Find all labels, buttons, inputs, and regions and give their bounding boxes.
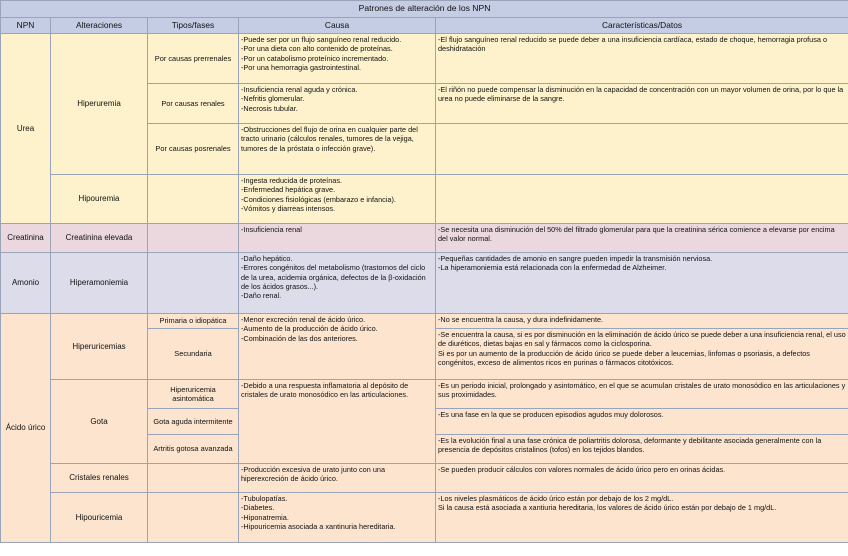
causa-line: -Insuficiencia renal aguda y crónica. — [241, 85, 358, 94]
causa-line: -Daño hepático. — [241, 254, 293, 263]
caract-line: -Es un periodo inicial, prolongado y asintomático, en el que se acumulan cristales de urato monosódico en las articulaciones y sus proximidades. — [438, 381, 848, 400]
causa-line: -Nefritis glomerular. — [241, 94, 305, 104]
alt-hiperuricemias: Hiperuricemias — [51, 314, 148, 380]
alt-hiperuremia: Hiperuremia — [51, 34, 148, 175]
causa-hipouricemia — [239, 493, 436, 543]
alt-hipouremia: Hipouremia — [51, 175, 148, 224]
causa-line: -Ingesta reducida de proteínas. — [241, 176, 343, 185]
causa-line: -Por una dieta con alto contenido de proteínas. — [241, 44, 393, 54]
table-row — [1, 380, 848, 409]
header-alteraciones: Alteraciones — [51, 18, 148, 34]
causa-line: -Aumento de la producción de ácido úrico. — [241, 324, 378, 334]
table-row — [1, 224, 848, 253]
caract-line: -Es una fase en la que se producen episodios agudos muy dolorosos. — [438, 410, 664, 419]
causa-line: -Condiciones fisiológicas (embarazo e infancia). — [241, 194, 396, 204]
caract-line: Si la causa está asociada a xantiuria hereditaria, los valores de ácido úrico están por debajo de 1 mg/dL. — [438, 503, 777, 513]
causa-prerrenal — [239, 34, 436, 84]
type-amonio — [148, 253, 239, 314]
table-row — [1, 253, 848, 314]
type-prerrenal: Por causas prerrenales — [148, 34, 239, 84]
causa-line: -Por un catabolismo proteínico incrementado. — [241, 53, 389, 63]
type-posrenal: Por causas posrenales — [148, 124, 239, 175]
causa-line: -Combinación de las dos anteriores. — [241, 333, 358, 343]
table-title: Patrones de alteración de los NPN — [1, 1, 848, 18]
caract-line: -Pequeñas cantidades de amonio en sangre pueden impedir la transmisión nerviosa. — [438, 254, 713, 263]
type-cristales — [148, 464, 239, 493]
causa-line: -Daño renal. — [241, 291, 282, 301]
type-avanzada: Artritis gotosa avanzada — [148, 435, 239, 464]
causa-line: -Tubulopatías. — [241, 494, 288, 503]
caract-line: -Es la evolución final a una fase crónica de poliartritis dolorosa, deformante y debilitante asociada generalmente con la presencia de depósitos cristalinos (tofos) en los tejidos blandos. — [438, 436, 824, 455]
table-row — [1, 464, 848, 493]
causa-line: -Debido a una respuesta inflamatoria al depósito de cristales de urato monosódico en las articulaciones. — [241, 381, 411, 400]
caract-primaria — [436, 314, 848, 329]
caract-creatinina — [436, 224, 848, 253]
causa-posrenal — [239, 124, 436, 175]
table-row — [1, 493, 848, 543]
npn-acido-urico: Ácido úrico — [1, 314, 51, 543]
causa-creatinina — [239, 224, 436, 253]
causa-line: -Errores congénitos del metabolismo (trastornos del ciclo de la urea, acidemia orgánica, defectos de la β-oxidación de los ácidos grasos...). — [241, 263, 428, 291]
caract-line: -La hiperamoniemia está relacionada con la enfermedad de Alzheimer. — [438, 263, 667, 273]
type-primaria: Primaria o idiopática — [148, 314, 239, 329]
caract-asintomatica — [436, 380, 848, 409]
caract-avanzada — [436, 435, 848, 464]
type-secundaria: Secundaria — [148, 329, 239, 380]
causa-line: -Diabetes. — [241, 503, 275, 513]
caract-line: -Los niveles plasmáticos de ácido úrico están por debajo de los 2 mg/dL. — [438, 494, 674, 503]
causa-hiperuricemias — [239, 314, 436, 380]
caract-aguda — [436, 409, 848, 435]
caract-line: Si es por un aumento de la producción de ácido úrico se puede deber a leucemias, linfomas o psoriasis, a defectos congénitos, exceso de alimentos ricos en purinas o fármacos citotóxicos. — [438, 348, 812, 367]
caract-line: -El flujo sanguíneo renal reducido se puede deber a una insuficiencia cardíaca, estado de choque, hemorragia profusa o deshidratación — [438, 35, 830, 54]
causa-line: -Vómitos y diarreas intensos. — [241, 203, 336, 213]
npn-creatinina: Creatinina — [1, 224, 51, 253]
causa-gota — [239, 380, 436, 464]
causa-line: -Enfermedad hepática grave. — [241, 185, 336, 195]
causa-line: -Hiponatremia. — [241, 512, 289, 522]
causa-renal — [239, 84, 436, 124]
table-row — [1, 175, 848, 224]
caract-line: -Se necesita una disminución del 50% del filtrado glomerular para que la creatinina sérica comience a elevarse por encima del valor normal. — [438, 225, 837, 244]
causa-line: -Hipouricemia asociada a xantinuria hereditaria. — [241, 521, 396, 531]
caract-line: -Se pueden producir cálculos con valores normales de ácido úrico pero en orinas ácidas. — [438, 465, 726, 474]
caract-prerrenal — [436, 34, 848, 84]
causa-line: -Necrosis tubular. — [241, 103, 298, 113]
table-row — [1, 34, 848, 84]
caract-hipouricemia — [436, 493, 848, 543]
causa-hipouremia — [239, 175, 436, 224]
table-row — [1, 314, 848, 329]
caract-renal — [436, 84, 848, 124]
causa-line: -Producción excesiva de urato junto con una hiperexcreción de ácido úrico. — [241, 465, 388, 484]
npn-urea: Urea — [1, 34, 51, 224]
caract-secundaria — [436, 329, 848, 380]
header-tipos: Tipos/fases — [148, 18, 239, 34]
type-hipouremia — [148, 175, 239, 224]
alt-creatinina-elevada: Creatinina elevada — [51, 224, 148, 253]
caract-cristales — [436, 464, 848, 493]
alt-gota: Gota — [51, 380, 148, 464]
header-causa: Causa — [239, 18, 436, 34]
type-renal: Por causas renales — [148, 84, 239, 124]
causa-line: -Por una hemorragia gastrointestinal. — [241, 62, 362, 72]
type-asintomatica: Hiperuricemia asintomática — [148, 380, 239, 409]
alt-hipouricemia: Hipouricemia — [51, 493, 148, 543]
causa-amonio — [239, 253, 436, 314]
type-creatinina — [148, 224, 239, 253]
causa-line: -Insuficiencia renal — [241, 225, 302, 234]
header-caracteristicas: Características/Datos — [436, 18, 848, 34]
type-aguda: Gota aguda intermitente — [148, 409, 239, 435]
caract-line: -No se encuentra la causa, y dura indefinidamente. — [438, 315, 604, 324]
alt-cristales: Cristales renales — [51, 464, 148, 493]
causa-line: -Menor excreción renal de ácido úrico. — [241, 315, 366, 324]
type-hipouricemia — [148, 493, 239, 543]
causa-cristales — [239, 464, 436, 493]
caract-hipouremia — [436, 175, 848, 224]
alt-hiperamoniemia: Hiperamoniemia — [51, 253, 148, 314]
causa-line: -Puede ser por un flujo sanguíneo renal reducido. — [241, 35, 402, 44]
caract-amonio — [436, 253, 848, 314]
caract-line: -El riñón no puede compensar la disminución en la capacidad de concentración con un mayor volumen de orina, por lo que la urea no puede eliminarse de la sangre. — [438, 85, 846, 104]
header-row — [1, 18, 848, 34]
causa-line: -Obstrucciones del flujo de orina en cualquier parte del tracto urinario (cálculos renales, tumores de la vejiga, tumores de la próstata o infección grave). — [241, 125, 420, 153]
caract-posrenal — [436, 124, 848, 175]
header-npn: NPN — [1, 18, 51, 34]
npn-amonio: Amonio — [1, 253, 51, 314]
caract-line: -Se encuentra la causa, si es por disminución en la eliminación de ácido úrico se puede deber a una insuficiencia renal, el uso de diuréticos, dietas bajas en sal y fármacos como la ciclosporina. — [438, 330, 848, 349]
